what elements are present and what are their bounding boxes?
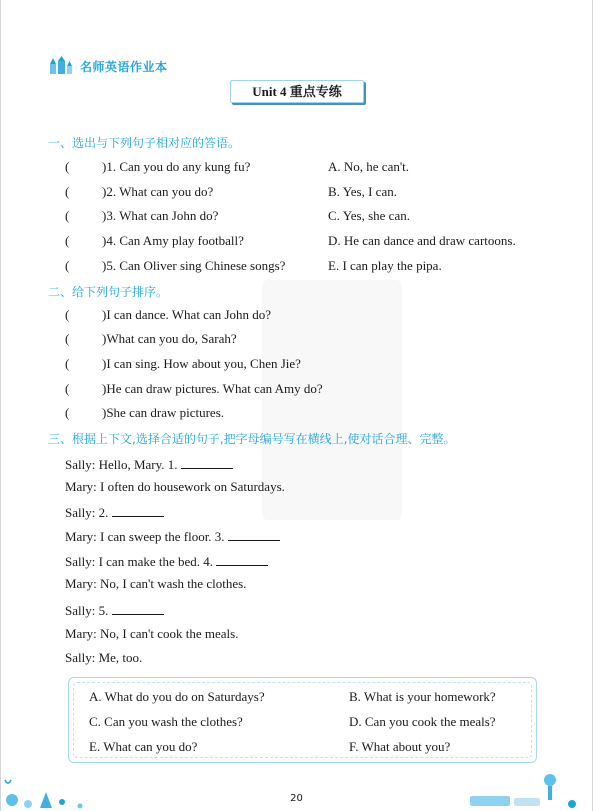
section2-heading: 二、给下列句子排序。 [48,285,169,299]
dialogue-line: Mary: I can sweep the floor. 3. [65,527,280,545]
answer-blank[interactable] [112,601,164,615]
option-item: B. What is your homework? [349,689,496,704]
paren: ( [65,208,70,223]
paren: ( [65,381,70,396]
train-decoration-icon [460,770,593,811]
question-item: )3. What can John do? [102,208,219,223]
question-item: )4. Can Amy play football? [102,233,244,248]
order-item: )I can dance. What can John do? [102,307,272,322]
answer-blank[interactable] [228,527,280,541]
dialogue-line: Mary: No, I can't wash the clothes. [65,576,247,591]
question-item: )2. What can you do? [102,184,214,199]
castle-logo-icon [48,56,74,76]
question-item: )5. Can Oliver sing Chinese songs? [102,258,286,273]
answer-item: B. Yes, I can. [328,184,397,199]
answer-blank[interactable] [216,552,268,566]
option-item: E. What can you do? [89,739,198,754]
answer-item: A. No, he can't. [328,159,410,174]
paren: ( [65,331,70,346]
order-item: )She can draw pictures. [102,405,225,420]
question-item: )1. Can you do any kung fu? [102,159,251,174]
options-box [68,677,537,763]
option-item: F. What about you? [349,739,451,754]
dialogue-line: Mary: I often do housework on Saturdays. [65,479,285,494]
paren: ( [65,307,70,322]
order-item: )I can sing. How about you, Chen Jie? [102,356,301,371]
paren: ( [65,405,70,420]
dialogue-line: Sally: I can make the bed. 4. [65,552,268,570]
answer-blank[interactable] [112,503,164,517]
dialogue-line: Mary: No, I can't cook the meals. [65,626,239,641]
answer-item: E. I can play the pipa. [328,258,442,273]
paren: ( [65,258,70,273]
brand-title: 名师英语作业本 [80,59,168,74]
page-number: 20 [290,793,303,804]
brand [48,56,168,76]
paren: ( [65,233,70,248]
option-item: A. What do you do on Saturdays? [89,689,265,704]
answer-blank[interactable] [181,455,233,469]
paren: ( [65,184,70,199]
dialogue-line: Sally: Me, too. [65,650,143,665]
order-item: )He can draw pictures. What can Amy do? [102,381,323,396]
option-item: D. Can you cook the meals? [349,714,496,729]
dialogue-line: Sally: 5. [65,601,164,619]
paren: ( [65,159,70,174]
paren: ( [65,356,70,371]
dialogue-line: Sally: 2. [65,503,164,521]
order-item: )What can you do, Sarah? [102,331,237,346]
page-border [0,0,1,811]
dialogue-line: Sally: Hello, Mary. 1. [65,455,233,473]
section3-heading: 三、根据上下文,选择合适的句子,把字母编号写在横线上,使对话合理、完整。 [48,432,456,446]
flower-decoration-icon [0,770,110,811]
section1-heading: 一、选出与下列句子相对应的答语。 [48,136,241,150]
answer-item: C. Yes, she can. [328,208,410,223]
unit-title: Unit 4 重点专练 [230,80,364,103]
option-item: C. Can you wash the clothes? [89,714,243,729]
answer-item: D. He can dance and draw cartoons. [328,233,516,248]
